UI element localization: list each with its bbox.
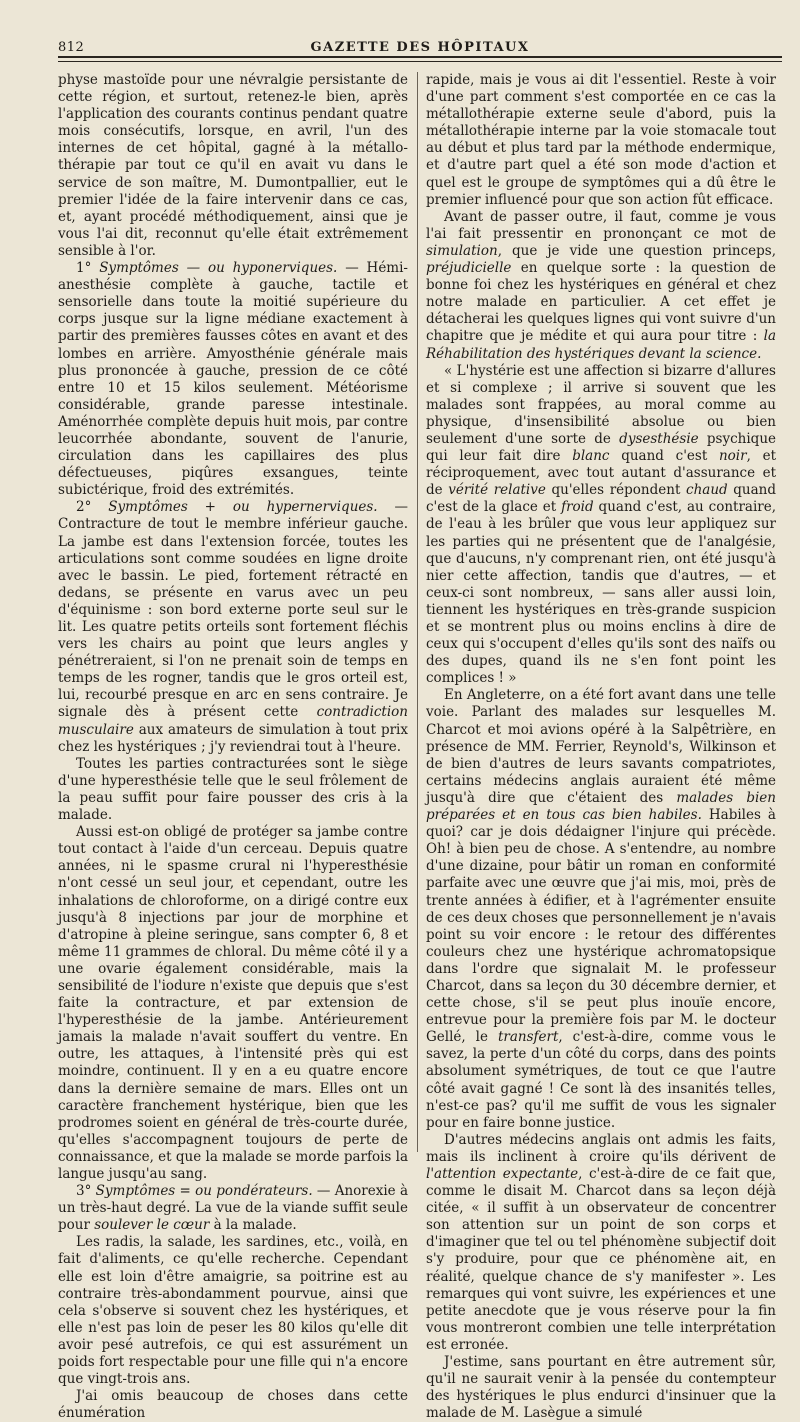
- paragraph: J'ai omis beaucoup de choses dans cette énumération: [58, 1388, 408, 1422]
- right-column: [426, 72, 777, 1422]
- column-divider: [417, 72, 418, 1152]
- page-header: [58, 26, 782, 58]
- paragraph: 2° Symptômes + ou hypernerviques. — Contracture de tout le membre inférieur gauche. La jambe est dans l'extension forcée, toutes les articulations sont comme soudées en ligne droite avec le bassin. Le pied, fortement rétracté en dedans, se présente en varus avec un peu d'équinisme : son bord externe porte seul sur le lit. Les quatre petits orteils sont fortement fléchis vers les chairs au point que leurs angles y pénétreraient, si l'on ne prenait soin de temps en temps de les rogner, tandis que le gros orteil est, lui, recourbé presque en arc en sens contraire. Je signale dès à présent cette contradiction musculaire aux amateurs de simulation à tout prix chez les hystériques ; j'y reviendrai tout à l'heure.: [58, 499, 408, 755]
- running-title: GAZETTE DES HÔPITAUX: [310, 40, 530, 55]
- text-columns: [58, 72, 782, 1422]
- paragraph: Aussi est-on obligé de protéger sa jambe contre tout contact à l'aide d'un cerceau. Depuis quatre années, ni le spasme crural ni l'hyperesthésie n'ont cessé un seul jour, et cependant, outre les inhalations de chloroforme, on a dirigé contre eux jusqu'à 8 injections par jour de morphine et d'atropine à pleine seringue, sans compter 6, 8 et même 11 grammes de chloral. Du même côté il y a une ovarie également considérable, mais la sensibilité de l'iodure n'existe que depuis que s'est faite la contracture, et par extension de l'hyperesthésie de la jambe. Antérieurement jamais la malade n'avait souffert du ventre. En outre, les attaques, à l'intensité près qui est moindre, continuent. Il y en a eu quatre encore dans la dernière semaine de mars. Elles ont un caractère franchement hystérique, bien que les prodromes soient en général de très-courte durée, qu'elles s'accompagnent toujours de perte de connaissance, et que la malade se morde parfois la langue jusqu'au sang.: [58, 824, 408, 1182]
- paragraph: Les radis, la salade, les sardines, etc., voilà, en fait d'aliments, ce qu'elle recherche. Cependant elle est loin d'être amaigrie, sa poitrine est au contraire très-abondamment pourvue, ainsi que cela s'observe si souvent chez les hystériques, et elle n'est pas loin de peser les 80 kilos qu'elle dit avoir pesé autrefois, ce qui est assurément un poids fort respectable pour une fille qui n'a encore que vingt-trois ans.: [58, 1234, 408, 1388]
- paragraph: J'estime, sans pourtant en être autrement sûr, qu'il ne saurait venir à la pensée du contempteur des hystériques le plus endurci d'insinuer que la malade de M. Lasègue a simulé: [426, 1354, 776, 1422]
- paragraph: rapide, mais je vous ai dit l'essentiel. Reste à voir d'une part comment s'est comportée en ce cas la métallothérapie externe seule d'abord, puis la métallothérapie interne par la voie stomacale tout au début et plus tard par la méthode endermique, et d'autre part quel a été son mode d'action et quel est le groupe de symptômes qui a dû être le premier influencé pour que son action fût efficace.: [426, 72, 776, 208]
- left-column: [58, 72, 408, 1422]
- paragraph: En Angleterre, on a été fort avant dans une telle voie. Parlant des malades sur lesquelles M. Charcot et moi avions opéré à la Salpêtrière, en présence de MM. Ferrier, Reynold's, Wilkinson et de bien d'autres de leurs savants compatriotes, certains médecins anglais auraient été même jusqu'à dire que c'étaient des malades bien préparées et en tous cas bien habiles. Habiles à quoi? car je dois dédaigner l'injure qui précède. Oh! à bien peu de chose. A s'entendre, au nombre d'une dizaine, pour bâtir un roman en conformité parfaite avec une œuvre que j'ai mis, moi, près de trente années à édifier, et à l'agrémenter ensuite de ces deux choses que personnellement je n'avais point su voir encore : le retour des différentes couleurs chez une hystérique achromatopsique dans l'ordre que signalait M. le professeur Charcot, dans sa leçon du 30 décembre dernier, et cette chose, s'il se peut plus inouïe encore, entrevue pour la première fois par M. le docteur Gellé, le transfert, c'est-à-dire, comme vous le savez, la perte d'un côté du corps, dans des points absolument symétriques, de tout ce que l'autre côté avait gagné ! Ce sont là des insanités telles, n'est-ce pas? qu'il me suffit de vous les signaler pour en faire bonne justice.: [426, 687, 777, 1131]
- paragraph: physe mastoïde pour une névralgie persistante de cette région, et surtout, retenez-le bien, après l'application des courants continus pendant quatre mois consécutifs, lorsque, en avril, l'un des internes de cet hôpital, gagné à la métallo-thérapie par tout ce qu'il en avait vu dans le service de son maître, M. Dumontpallier, eut le premier l'idée de la faire intervenir dans ce cas, et, ayant procédé méthodiquement, ainsi que je vous l'ai dit, reconnut qu'elle était extrêmement sensible à l'or.: [58, 72, 408, 259]
- header-rule: [58, 56, 782, 62]
- paragraph: Avant de passer outre, il faut, comme je vous l'ai fait pressentir en prononçant ce mot de simulation, que je vide une question princeps, préjudicielle en quelque sorte : la question de bonne foi chez les hystériques en général et chez notre malade en particulier. A cet effet je détacherai les quelques lignes qui vont suivre d'un chapitre que je médite et qui aura pour titre : la Réhabilitation des hystériques devant la science.: [426, 208, 776, 362]
- page-number: 812: [58, 40, 85, 55]
- paragraph: 3° Symptômes = ou pondérateurs. — Anorexie à un très-haut degré. La vue de la viande suffit seule pour soulever le cœur à la malade.: [58, 1183, 408, 1234]
- paragraph: 1° Symptômes — ou hyponerviques. — Hémi-anesthésie complète à gauche, tactile et sensorielle dans toute la moitié supérieure du corps jusque sur la ligne médiane exactement à partir des premières fausses côtes en avant et des lombes en arrière. Amyosthénie générale mais plus prononcée à gauche, pression de ce côté entre 10 et 15 kilos seulement. Météorisme considérable, grande paresse intestinale. Aménorrhée complète depuis huit mois, par contre leucorrhée abondante, souvent de l'anurie, circulation dans les capillaires des plus défectueuses, piqûres exsangues, teinte subictérique, froid des extrémités.: [58, 260, 408, 499]
- paragraph: D'autres médecins anglais ont admis les faits, mais ils inclinent à croire qu'ils dérivent de l'attention expectante, c'est-à-dire de ce fait que, comme le disait M. Charcot dans sa leçon déjà citée, « il suffit à un observateur de concentrer son attention sur un point de son corps et d'imaginer que tel ou tel phénomène subjectif doit s'y produire, pour que ce phénomène ait, en réalité, quelque chance de s'y manifester ». Les remarques qui vont suivre, les expériences et une petite anecdote que je vous réserve pour la fin vous montreront combien une telle interprétation est erronée.: [426, 1131, 776, 1353]
- paragraph: « L'hystérie est une affection si bizarre d'allures et si complexe ; il arrive si souvent que les malades sont frappées, au moral comme au physique, d'insensibilité absolue ou bien seulement d'une sorte de dysesthésie psychique qui leur fait dire blanc quand c'est noir, et réciproquement, avec tout autant d'assurance et de vérité relative qu'elles répondent chaud quand c'est de la glace et froid quand c'est, au contraire, de l'eau à les brûler que vous leur appliquez sur les parties qui ne présentent que de l'analgésie, que d'aucuns, n'y comprenant rien, ont été jusqu'à nier cette affection, tandis que d'autres, — et ceux-ci sont nombreux, — sans aller aussi loin, tiennent les hystériques en très-grande suspicion et se montrent plus ou moins enclins à dire de ceux qui s'occupent d'elles qu'ils sont des naïfs ou des dupes, quand ils ne s'en font point les complices ! »: [426, 362, 777, 687]
- paragraph: Toutes les parties contracturées sont le siège d'une hyperesthésie telle que le seul frôlement de la peau suffit pour faire pousser des cris à la malade.: [58, 755, 408, 824]
